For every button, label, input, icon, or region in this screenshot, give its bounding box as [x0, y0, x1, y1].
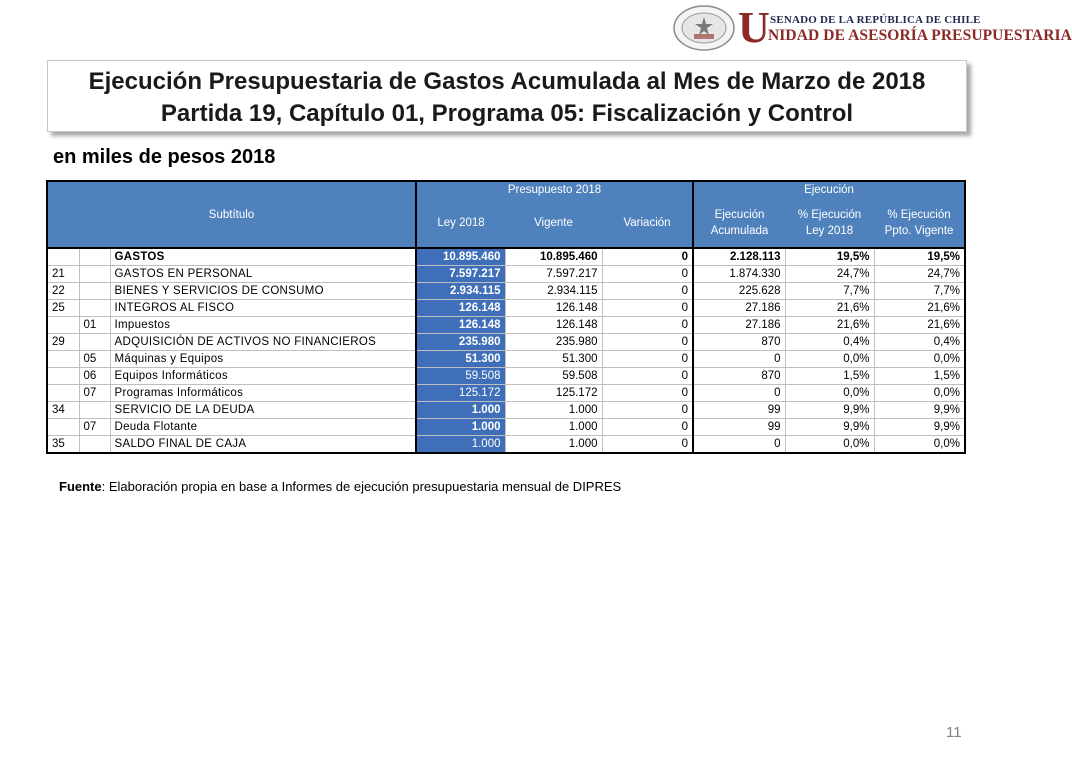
cell-code: 25 — [47, 300, 79, 317]
cell-code: 22 — [47, 283, 79, 300]
cell-pct-ley: 9,9% — [785, 402, 874, 419]
table-row — [47, 402, 965, 419]
cell-pct-vigente: 0,0% — [874, 385, 965, 402]
cell-pct-vigente: 1,5% — [874, 368, 965, 385]
cell-vigente: 51.300 — [505, 351, 602, 368]
cell-pct-ley: 19,5% — [785, 248, 874, 266]
cell-ley: 235.980 — [416, 334, 505, 351]
cell-ley: 125.172 — [416, 385, 505, 402]
cell-ley: 10.895.460 — [416, 248, 505, 266]
cell-vigente: 1.000 — [505, 436, 602, 454]
units-subtitle: en miles de pesos 2018 — [53, 146, 276, 168]
cell-sub: 06 — [79, 368, 110, 385]
cell-pct-ley: 0,0% — [785, 385, 874, 402]
cell-pct-ley: 0,4% — [785, 334, 874, 351]
cell-pct-vigente: 21,6% — [874, 317, 965, 334]
cell-variacion: 0 — [602, 351, 693, 368]
cell-sub: 07 — [79, 385, 110, 402]
cell-name: GASTOS EN PERSONAL — [110, 266, 416, 283]
cell-code: 29 — [47, 334, 79, 351]
cell-variacion: 0 — [602, 402, 693, 419]
cell-code — [47, 317, 79, 334]
cell-name: GASTOS — [110, 248, 416, 266]
header-ejecucion: Ejecución — [693, 181, 965, 198]
source-note — [59, 479, 621, 494]
cell-variacion: 0 — [602, 266, 693, 283]
cell-ley: 126.148 — [416, 300, 505, 317]
table-row — [47, 419, 965, 436]
page-number: 11 — [946, 724, 962, 741]
cell-ley: 2.934.115 — [416, 283, 505, 300]
cell-variacion: 0 — [602, 385, 693, 402]
header-pct-vig-line-1: % Ejecución — [887, 208, 951, 221]
cell-vigente: 235.980 — [505, 334, 602, 351]
cell-ejecutado: 99 — [693, 419, 785, 436]
cell-name: INTEGROS AL FISCO — [110, 300, 416, 317]
cell-ejecutado: 27.186 — [693, 300, 785, 317]
table-row — [47, 334, 965, 351]
cell-sub — [79, 283, 110, 300]
table-row — [47, 351, 965, 368]
cell-ejecutado: 225.628 — [693, 283, 785, 300]
cell-name: BIENES Y SERVICIOS DE CONSUMO — [110, 283, 416, 300]
title-box — [47, 60, 967, 132]
cell-pct-vigente: 0,4% — [874, 334, 965, 351]
cell-ley: 1.000 — [416, 402, 505, 419]
cell-variacion: 0 — [602, 436, 693, 454]
cell-ejecutado: 0 — [693, 385, 785, 402]
cell-name: SERVICIO DE LA DEUDA — [110, 402, 416, 419]
table-row — [47, 385, 965, 402]
cell-variacion: 0 — [602, 334, 693, 351]
cell-sub: 07 — [79, 419, 110, 436]
cell-sub — [79, 266, 110, 283]
table-row — [47, 368, 965, 385]
cell-vigente: 2.934.115 — [505, 283, 602, 300]
cell-ley: 7.597.217 — [416, 266, 505, 283]
senado-seal-icon — [672, 4, 736, 52]
cell-name: Máquinas y Equipos — [110, 351, 416, 368]
cell-code — [47, 248, 79, 266]
cell-code: 34 — [47, 402, 79, 419]
cell-vigente: 1.000 — [505, 402, 602, 419]
cell-ejecutado: 870 — [693, 334, 785, 351]
header-ejec-acum-line-2: Acumulada — [710, 224, 769, 237]
cell-name: Deuda Flotante — [110, 419, 416, 436]
cell-pct-ley: 21,6% — [785, 317, 874, 334]
cell-sub — [79, 300, 110, 317]
cell-ejecutado: 0 — [693, 351, 785, 368]
cell-sub — [79, 402, 110, 419]
cell-code: 35 — [47, 436, 79, 454]
header-variacion: Variación — [602, 198, 693, 248]
header-pct-ley — [785, 198, 874, 248]
cell-code: 21 — [47, 266, 79, 283]
cell-code — [47, 419, 79, 436]
cell-pct-vigente: 21,6% — [874, 300, 965, 317]
cell-name: Programas Informáticos — [110, 385, 416, 402]
cell-ley: 1.000 — [416, 419, 505, 436]
cell-pct-ley: 1,5% — [785, 368, 874, 385]
cell-ejecutado: 99 — [693, 402, 785, 419]
cell-pct-ley: 24,7% — [785, 266, 874, 283]
header-ejecucion-acumulada — [693, 198, 785, 248]
cell-ley: 59.508 — [416, 368, 505, 385]
cell-sub: 01 — [79, 317, 110, 334]
senado-logo — [672, 3, 1072, 52]
cell-vigente: 126.148 — [505, 317, 602, 334]
cell-name: ADQUISICIÓN DE ACTIVOS NO FINANCIEROS — [110, 334, 416, 351]
cell-ejecutado: 0 — [693, 436, 785, 454]
cell-vigente: 125.172 — [505, 385, 602, 402]
cell-name: Equipos Informáticos — [110, 368, 416, 385]
cell-sub — [79, 248, 110, 266]
table-row — [47, 436, 965, 454]
page-title-line-2: Partida 19, Capítulo 01, Programa 05: Fiscalización y Control — [160, 100, 854, 127]
table-row — [47, 317, 965, 334]
cell-ejecutado: 1.874.330 — [693, 266, 785, 283]
cell-vigente: 59.508 — [505, 368, 602, 385]
cell-code — [47, 385, 79, 402]
budget-table — [46, 180, 966, 454]
cell-pct-vigente: 9,9% — [874, 402, 965, 419]
cell-variacion: 0 — [602, 248, 693, 266]
header-pct-vig-line-2: Ppto. Vigente — [884, 224, 954, 237]
table-row — [47, 300, 965, 317]
cell-vigente: 10.895.460 — [505, 248, 602, 266]
source-label: Fuente — [59, 479, 102, 494]
header-ejec-acum-line-1: Ejecución — [714, 208, 765, 221]
cell-ejecutado: 27.186 — [693, 317, 785, 334]
cell-variacion: 0 — [602, 317, 693, 334]
table-row — [47, 283, 965, 300]
cell-pct-vigente: 24,7% — [874, 266, 965, 283]
cell-sub: 05 — [79, 351, 110, 368]
source-text: : Elaboración propia en base a Informes de ejecución presupuestaria mensual de DIPRES — [101, 479, 622, 494]
cell-pct-ley: 0,0% — [785, 351, 874, 368]
header-pct-ley-line-2: Ley 2018 — [805, 224, 854, 237]
cell-ley: 51.300 — [416, 351, 505, 368]
cell-pct-ley: 9,9% — [785, 419, 874, 436]
brand-bottom-text: NIDAD DE ASESORÍA PRESUPUESTARIA — [768, 27, 1072, 44]
cell-sub — [79, 436, 110, 454]
cell-pct-vigente: 0,0% — [874, 436, 965, 454]
header-presupuesto: Presupuesto 2018 — [416, 181, 693, 198]
cell-pct-vigente: 0,0% — [874, 351, 965, 368]
brand-initial: U — [738, 3, 770, 52]
cell-ley: 126.148 — [416, 317, 505, 334]
cell-vigente: 126.148 — [505, 300, 602, 317]
cell-vigente: 7.597.217 — [505, 266, 602, 283]
cell-code — [47, 351, 79, 368]
cell-vigente: 1.000 — [505, 419, 602, 436]
header-subtitulo: Subtítulo — [47, 181, 416, 248]
table-header — [47, 181, 965, 248]
table-body — [47, 248, 965, 453]
brand-top-text: SENADO DE LA REPÚBLICA DE CHILE — [770, 14, 981, 26]
cell-name: SALDO FINAL DE CAJA — [110, 436, 416, 454]
cell-variacion: 0 — [602, 419, 693, 436]
cell-sub — [79, 334, 110, 351]
cell-pct-ley: 21,6% — [785, 300, 874, 317]
table-row — [47, 266, 965, 283]
header-pct-vigente — [874, 198, 965, 248]
header-vigente: Vigente — [505, 198, 602, 248]
cell-pct-ley: 7,7% — [785, 283, 874, 300]
cell-pct-vigente: 7,7% — [874, 283, 965, 300]
cell-variacion: 0 — [602, 283, 693, 300]
cell-name: Impuestos — [110, 317, 416, 334]
cell-ley: 1.000 — [416, 436, 505, 454]
header-pct-ley-line-1: % Ejecución — [797, 208, 862, 221]
cell-code — [47, 368, 79, 385]
cell-ejecutado: 870 — [693, 368, 785, 385]
cell-variacion: 0 — [602, 300, 693, 317]
cell-pct-vigente: 9,9% — [874, 419, 965, 436]
table-row — [47, 248, 965, 266]
cell-pct-ley: 0,0% — [785, 436, 874, 454]
cell-ejecutado: 2.128.113 — [693, 248, 785, 266]
cell-variacion: 0 — [602, 368, 693, 385]
page-title-line-1: Ejecución Presupuestaria de Gastos Acumulada al Mes de Marzo de 2018 — [88, 68, 926, 95]
cell-pct-vigente: 19,5% — [874, 248, 965, 266]
header-ley: Ley 2018 — [416, 198, 505, 248]
